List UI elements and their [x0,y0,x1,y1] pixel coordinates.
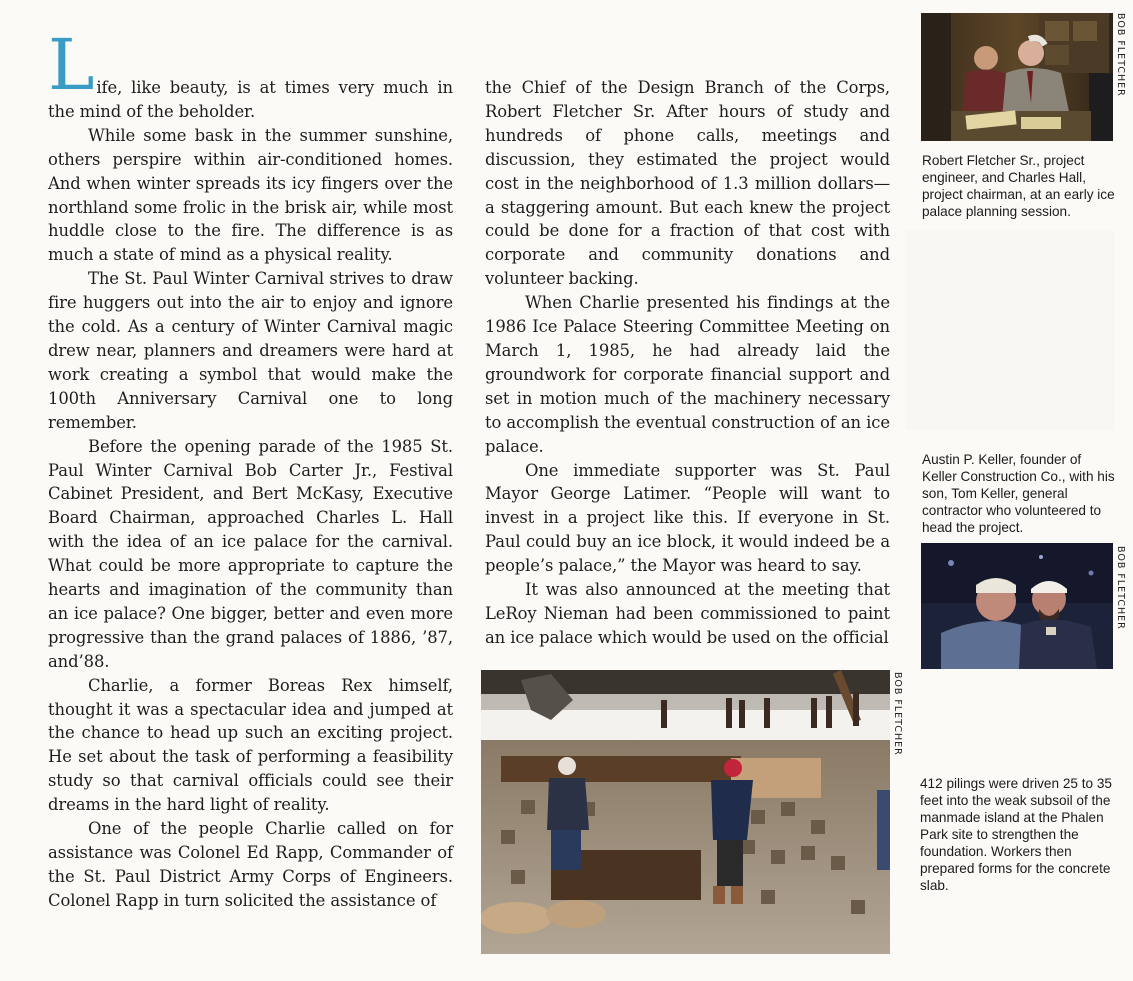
article-column-middle [485,76,890,650]
photo-pilings-construction [481,670,890,954]
article-paragraph-4: Before the opening parade of the 1985 St. Paul Winter Carnival Bob Carter Jr., Festival Cabinet President, and Bert McKasy, Executive Board Chairman, approached Charles L. Hall with the idea of an ice palace for the carnival. What could be more appropriate to capture the hearts and imagination of the community than an ice palace? One bigger, better and even more progressive than the grand palaces of 1886, ’87, and’88. [48,436,453,671]
article-paragraph-3: The St. Paul Winter Carnival strives to draw fire huggers out into the air to enjoy and ignore the cold. As a century of Winter Carnival magic drew near, planners and dreamers were hard at work creating a symbol that would make the 100th Anniversary Carnival one to long remember. [48,269,453,432]
photo-credit-kellers: BOB FLETCHER [1115,546,1126,630]
article-paragraph-8: When Charlie presented his findings at the 1986 Ice Palace Steering Committee Meeting on March 1, 1985, he had already laid the groundwork for corporate financial support and set in motion much of the machinery necessary to accomplish the eventual construction of an ice palace. [485,293,890,456]
article-column-left [48,24,453,913]
caption-planning-session: Robert Fletcher Sr., project engineer, and Charles Hall, project chairman, at an early ice palace planning session. [922,153,1115,219]
article-paragraph-5: Charlie, a former Boreas Rex himself, thought it was a spectacular idea and jumped at the chance to head up such an exciting project. He set about the task of performing a feasibility study so that carnival officials could see their dreams in the hard light of reality. [48,675,453,815]
article-paragraph-6: One of the people Charlie called on for assistance was Colonel Ed Rapp, Commander of the St. Paul District Army Corps of Engineers. Colonel Rapp in turn solicited the assistance of [48,819,453,910]
photo-planning-session [921,13,1113,141]
article-paragraph-10: It was also announced at the meeting that LeRoy Nieman had been commissioned to paint an ice palace which would be used on the official [485,580,890,647]
photo-credit-pilings: BOB FLETCHER [892,672,903,756]
photo-credit-meeting: BOB FLETCHER [1115,13,1126,97]
bleed-through-area [905,230,1115,430]
drop-cap: L [48,24,95,106]
article-paragraph-9: One immediate supporter was St. Paul Mayor George Latimer. “People will want to invest in a project like this. If everyone in St. Paul could buy an ice block, it would indeed be a people’s palace,” the Mayor was heard to say. [485,460,890,576]
article-paragraph-1 [48,24,453,124]
caption-kellers: Austin P. Keller, founder of Keller Construction Co., with his son, Tom Keller, general contractor who volunteered to head the project. [922,452,1115,535]
article-paragraph-2: While some bask in the summer sunshine, others perspire within air-conditioned homes. And when winter spreads its icy fingers over the northland some frolic in the brisk air, while most huddle close to the fire. The difference is as much a state of mind as a physical reality. [48,125,453,265]
article-paragraph-7: the Chief of the Design Branch of the Corps, Robert Fletcher Sr. After hours of study and hundreds of phone calls, meetings and discussion, they estimated the project would cost in the neighborhood of 1.3 million dollars—a staggering amount. But each knew the project could be done for a fraction of that cost with corporate and community donations and volunteer backing. [485,78,890,289]
caption-pilings: 412 pilings were driven 25 to 35 feet into the weak subsoil of the manmade island at the Phalen Park site to strengthen the foundation. Workers then prepared forms for the concrete slab. [920,776,1112,893]
paragraph-text: ife, like beauty, is at times very much in the mind of the beholder. [48,78,453,121]
photo-kellers [921,543,1113,669]
